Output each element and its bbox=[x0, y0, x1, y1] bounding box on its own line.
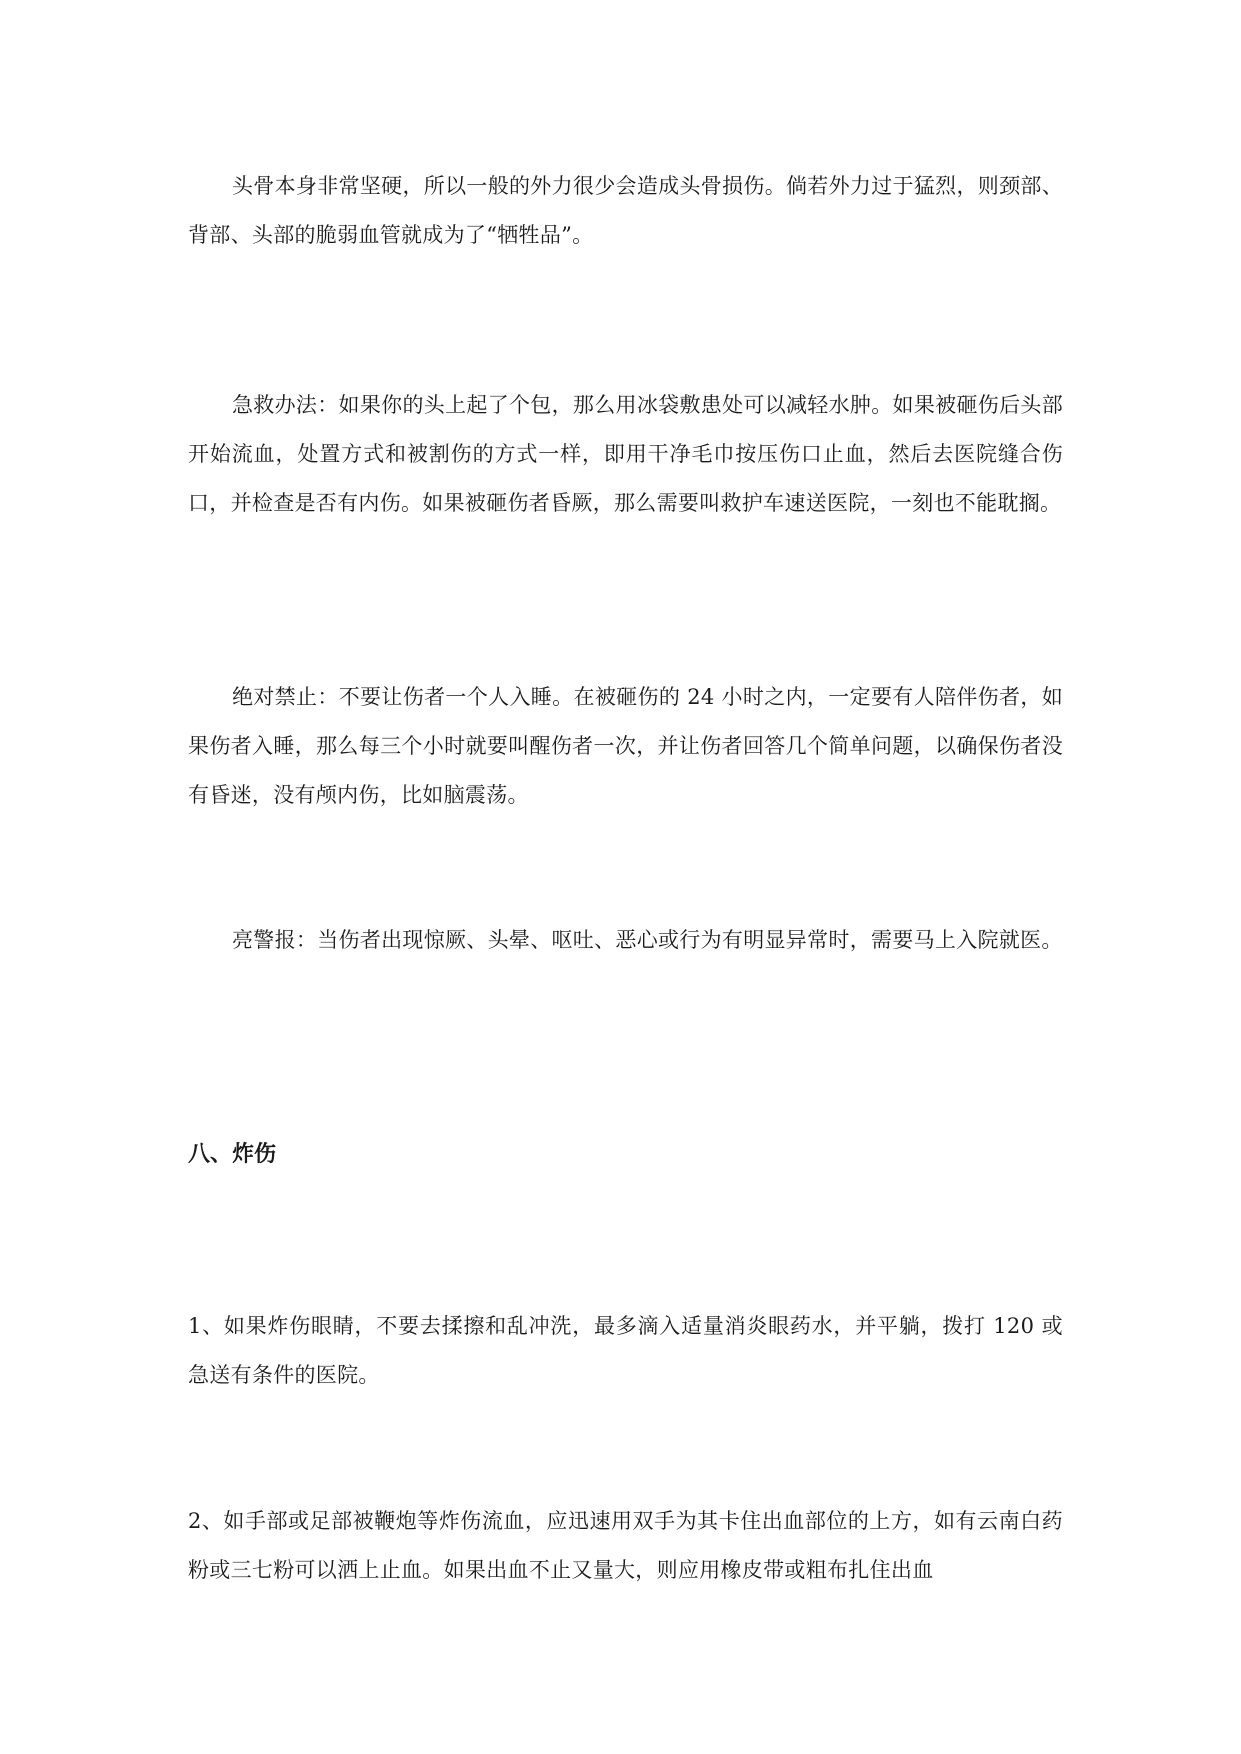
section-heading-explosion-injury: 八、炸伤 bbox=[188, 1142, 277, 1167]
paragraph-skull-injury: 头骨本身非常坚硬，所以一般的外力很少会造成头骨损伤。倘若外力过于猛烈，则颈部、背部、头部的脆弱血管就成为了“牺牲品”。 bbox=[188, 174, 1063, 247]
paragraph-first-aid: 急救办法：如果你的头上起了个包，那么用冰袋敷患处可以减轻水肿。如果被砸伤后头部开始流血，处置方式和被割伤的方式一样，即用干净毛巾按压伤口止血，然后去医院缝合伤口，并检查是否有内伤。如果被砸伤者昏厥，那么需要叫救护车速送医院，一刻也不能耽搁。 bbox=[188, 393, 1063, 515]
list-item-hand-foot-injury: 2、如手部或足部被鞭炮等炸伤流血，应迅速用双手为其卡住出血部位的上方，如有云南白药粉或三七粉可以洒上止血。如果出血不止又量大，则应用橡皮带或粗布扎住出血 bbox=[188, 1509, 1063, 1582]
paragraph-prohibited: 绝对禁止：不要让伤者一个人入睡。在被砸伤的 24 小时之内，一定要有人陪伴伤者，如果伤者入睡，那么每三个小时就要叫醒伤者一次，并让伤者回答几个简单问题，以确保伤者没有昏迷，没有颅内伤，比如脑震荡。 bbox=[188, 685, 1063, 807]
list-item-eye-injury: 1、如果炸伤眼睛，不要去揉擦和乱冲洗，最多滴入适量消炎眼药水，并平躺，拨打 120 或急送有条件的医院。 bbox=[188, 1314, 1063, 1387]
paragraph-warning: 亮警报：当伤者出现惊厥、头晕、呕吐、恶心或行为有明显异常时，需要马上入院就医。 bbox=[232, 928, 1063, 952]
